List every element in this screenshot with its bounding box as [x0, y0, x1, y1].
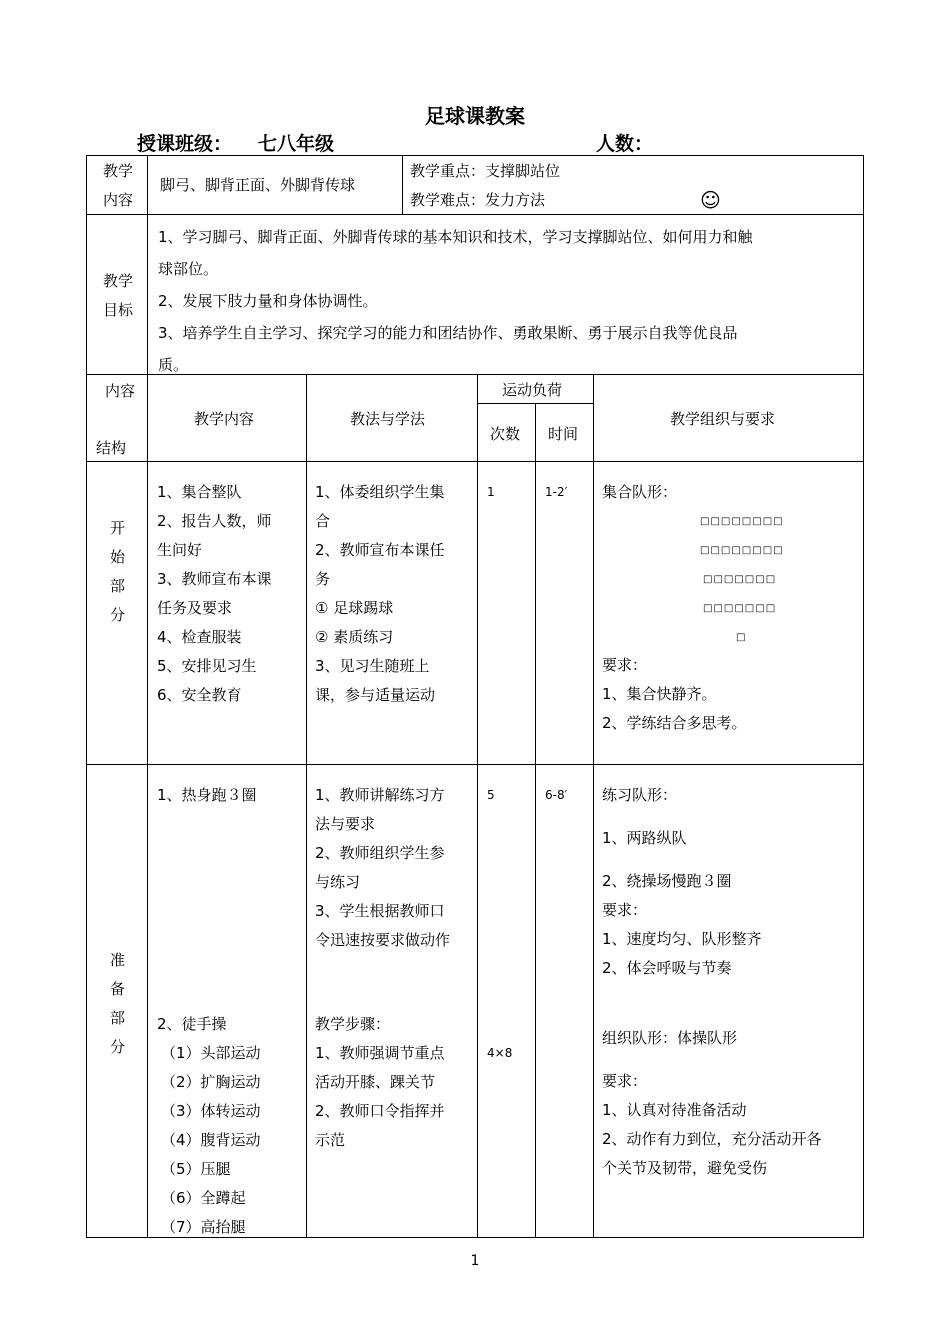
row2-label-line2: 目标 — [103, 301, 134, 319]
list-item: 1、集合整队 — [157, 483, 242, 501]
prep-label-char: 部 — [110, 1009, 126, 1027]
header-method: 教法与学法 — [350, 410, 426, 428]
list-item: ① 足球踢球 — [315, 599, 394, 617]
list-item: 2、教师宣布本课任 — [315, 541, 445, 559]
objective-line: 1、学习脚弓、脚背正面、外脚背传球的基本知识和技术，学习支撑脚站位、如何用力和触 — [158, 228, 753, 246]
prep-label-char: 备 — [110, 980, 126, 998]
prep-label-char: 准 — [110, 951, 126, 969]
start-label-char: 始 — [110, 548, 126, 566]
prep-label-char: 分 — [110, 1038, 126, 1056]
list-item: 法与要求 — [315, 815, 376, 833]
row2-label-line1: 教学 — [103, 272, 134, 290]
list-item: 个关节及韧带，避免受伤 — [602, 1159, 768, 1177]
list-item: 5、安排见习生 — [157, 657, 257, 675]
class-label: 授课班级： — [137, 133, 233, 155]
list-item: 活动开膝、踝关节 — [315, 1073, 436, 1091]
list-item: 2、教师口令指挥并 — [315, 1102, 445, 1120]
key-point: 教学重点：支撑脚站位 — [410, 162, 561, 180]
page-title: 足球课教案 — [425, 104, 525, 128]
list-item: 务 — [315, 570, 331, 588]
list-item: 2、绕操场慢跑３圈 — [602, 872, 732, 890]
list-item: （2）扩胸运动 — [161, 1073, 261, 1091]
list-item: （7）高抬腿 — [161, 1218, 246, 1236]
list-item: （6）全蹲起 — [161, 1189, 246, 1207]
objective-line: 质。 — [158, 356, 189, 374]
objective-line: 2、发展下肢力量和身体协调性。 — [158, 292, 378, 310]
list-item: 与练习 — [315, 873, 361, 891]
list-item: 1、体委组织学生集 — [315, 483, 445, 501]
header-struct-top: 内容 — [105, 382, 136, 400]
formation-row: □□□□□□□□ — [700, 545, 784, 556]
formation-row: □□□□□□□ — [703, 574, 777, 585]
list-item: ② 素质练习 — [315, 628, 394, 646]
list-item: 1、速度均匀、队形整齐 — [602, 930, 762, 948]
header-count: 次数 — [490, 425, 521, 443]
list-item: 4、检查服装 — [157, 628, 242, 646]
objective-line: 3、培养学生自主学习、探究学习的能力和团结协作、勇敢果断、勇于展示自我等优良品 — [158, 324, 738, 342]
start-time: 1-2′ — [545, 485, 568, 499]
list-item: 2、教师组织学生参 — [315, 844, 445, 862]
list-item: 2、动作有力到位，充分活动开各 — [602, 1130, 822, 1148]
header-time: 时间 — [548, 425, 579, 443]
list-item: 2、徒手操 — [157, 1015, 227, 1033]
start-req: 1、集合快静齐。 — [602, 685, 717, 703]
row1-label-line2: 内容 — [103, 191, 134, 209]
list-item: 6、安全教育 — [157, 686, 242, 704]
list-item: （1）头部运动 — [161, 1044, 261, 1062]
start-req: 要求： — [602, 656, 648, 674]
list-item: （3）体转运动 — [161, 1102, 261, 1120]
header-load: 运动负荷 — [502, 381, 563, 399]
list-item: 3、学生根据教师口 — [315, 902, 445, 920]
list-item: 1、教师讲解练习方 — [315, 786, 445, 804]
list-item: 要求： — [602, 901, 648, 919]
start-label-char: 部 — [110, 577, 126, 595]
list-item: 3、教师宣布本课 — [157, 570, 272, 588]
header-content: 教学内容 — [194, 410, 255, 428]
prep-time-a: 6-8′ — [545, 788, 568, 802]
count-label: 人数： — [596, 133, 654, 155]
list-item: （5）压腿 — [161, 1160, 231, 1178]
start-label-char: 开 — [110, 519, 126, 537]
formation-teacher: □ — [736, 632, 747, 643]
formation-row: □□□□□□□ — [703, 603, 777, 614]
list-item: 1、认真对待准备活动 — [602, 1101, 747, 1119]
class-value: 七八年级 — [258, 133, 335, 155]
list-item: 1、教师强调节重点 — [315, 1044, 445, 1062]
prep-org-line: 1、两路纵队 — [602, 829, 687, 847]
formation-row: □□□□□□□□ — [700, 516, 784, 527]
list-item: 令迅速按要求做动作 — [315, 931, 451, 949]
list-item: 生问好 — [157, 541, 203, 559]
list-item: 教学步骤： — [315, 1015, 391, 1033]
list-item: 合 — [315, 512, 331, 530]
list-item: （4）腹背运动 — [161, 1131, 261, 1149]
difficulty: 教学难点：发力方法 — [410, 191, 546, 209]
start-org-title: 集合队形： — [602, 483, 678, 501]
prep-count-b: 4×8 — [487, 1046, 513, 1060]
header-org: 教学组织与要求 — [670, 410, 776, 428]
list-item: 要求： — [602, 1072, 648, 1090]
smiley-icon: ☺ — [700, 188, 721, 212]
start-count: 1 — [487, 485, 495, 499]
objective-line: 球部位。 — [158, 260, 219, 278]
start-label-char: 分 — [110, 606, 126, 624]
list-item: 任务及要求 — [157, 599, 233, 617]
start-req: 2、学练结合多思考。 — [602, 714, 747, 732]
list-item: 3、见习生随班上 — [315, 657, 430, 675]
prep-content-item: 1、热身跑３圈 — [157, 786, 257, 804]
teaching-content: 脚弓、脚背正面、外脚背传球 — [160, 176, 356, 194]
prep-org-title-b: 组织队形：体操队形 — [602, 1029, 738, 1047]
header-struct-bottom: 结构 — [96, 439, 127, 457]
list-item: 课，参与适量运动 — [315, 686, 436, 704]
list-item: 示范 — [315, 1131, 346, 1149]
prep-org-title: 练习队形： — [602, 786, 678, 804]
prep-count-a: 5 — [487, 788, 495, 802]
list-item: 2、体会呼吸与节奏 — [602, 959, 732, 977]
list-item: 2、报告人数，师 — [157, 512, 272, 530]
row1-label-line1: 教学 — [103, 162, 134, 180]
page-number: 1 — [470, 1253, 480, 1269]
